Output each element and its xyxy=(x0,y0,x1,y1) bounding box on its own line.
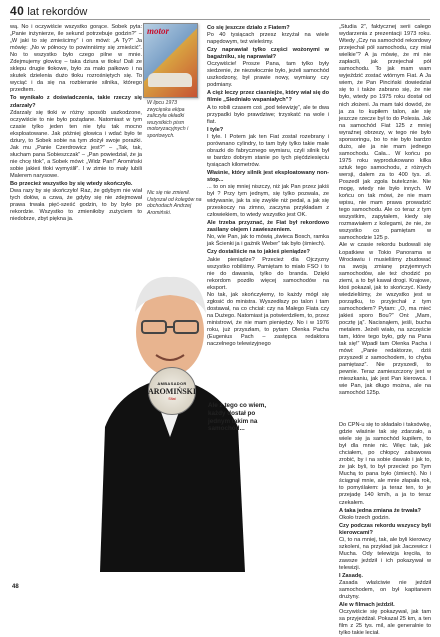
interview-answer: I tyle. I Potem jak ten Fiat został rozebrany i porównano cylindry, to tam były tylko takie małe obrazki do fabrycznego wymiaru, czyli silnik był w bardzo dobrym stanie po tych pięćdziesięciu tysiącach kilometrów. xyxy=(207,133,329,168)
interview-question: Bo przecież wszystko by się wtedy skończyło. xyxy=(10,181,133,188)
interview-answer: Zdarzały się tłoki w różny sposób uszkodzone, oczywiście to nie było pożądane. Natomiast w tym czasie tylko jeden ten nie tylu tak mocno eksploatowane. Jak później głowica i wdać było te dziury, to Sobek sobie na tym złożył swoje porażki. Jak mu „Panie Czerdrowicz jest?” – „Tak, tak, słucham pana Sobieszczak” – „Pan powiedział, że ja nie chcę tłok”, a Sobek mówi: „Widz Pan!” Aromiński sobie jakieś tłoki wymyślił”. I w zimie to mały lubili Malerem narysowe. xyxy=(10,109,142,179)
interview-answer: ... to on się mniej niszczy, niż jak Pan przez jakiś był ? Przy tym jednym, się tylko pozwala, ze widywanie, jak ta się zwykłe niż pedał, a jak się przeskoczy na zimno, zaczyna przykładam z człowiekiem, to wtedy wszystko jest OK. xyxy=(207,184,329,219)
interview-question: I Zasadę. xyxy=(339,572,363,579)
page-number: 48 xyxy=(12,584,19,590)
badge-brand: Sfiat xyxy=(168,397,176,401)
interview-answer: Około trzech godzin. xyxy=(339,514,390,521)
interview-answer: No, wie Pan, jak to mówią „świeca Bosch, ramka jak Ścienki ja i gaźnik Weber” tak było (śmiech). xyxy=(207,234,329,248)
header-word: lat rekordów xyxy=(27,6,88,18)
caption-portrait: Nic się nie zmienił. Ustyszał od kolegów na obchodach Andrzej Aromiński. xyxy=(147,190,202,216)
interview-question: A cięż leczy przez ciasniejże, który wiał się do filmie „Siedniało wspaniałych”? xyxy=(207,90,329,104)
interview-question: I tyle? xyxy=(207,126,224,133)
interview-answer: Dwa razy by się skończyło! Raz, że gdybym nie wiał tych dołów, a czwa, że gdyby się nie zdejmował prawa trwała pięć-sześć godzin, to by było po rekordzie. Wszystko to zmieniłoby zużyciem to niedobrze, zbyt piękna ja. xyxy=(10,188,142,223)
interview-question: Czy dostaliście na to jakieś pieniądze? xyxy=(207,249,310,256)
interview-answer: Po 40 tysiącach przesz krzyżał na wiele napędowym, też wieleśmy. xyxy=(207,32,329,46)
interview-question: Właśnie, który silnik jest eksploatowany non-stop... xyxy=(207,169,329,183)
interview-question: Czy naprawiał tylko części wożonymi w bagażniku, się naprawiał? xyxy=(207,47,329,61)
interview-answer: Do CPN-u się to składało i taksówkę, gdzie właśnie tak się zdarzało, a wiele się ja samochód kupiłem, to był dla mnie nic. Więc tak, jak chciałem, po chłopcy zabawowa zrobić, by i na sobie dawało i jak to, że jak byli, to był przecież po Tym Muchą to pana było (śmiech). No i ściągnął mnie, ale mnie złapała rok, to pomyślałem: ja teraz ten, to je przejadę 140 km/h, a ja to teraz czekałem. xyxy=(339,422,431,506)
header-number: 40 xyxy=(10,4,25,18)
article-column-3 xyxy=(339,24,431,397)
badge-top-text: AMBASADOR xyxy=(157,381,187,386)
page-header xyxy=(10,2,87,18)
header-rule xyxy=(10,19,430,20)
interview-answer: wą. No i oczywiście wszystko gorące. Sobek pyta: „Panie inżynierze, ile sekund potrzebuje godzin?” – „W jaki to się zmieścimy” i on mówi: „A Ty?” Ja mówię: „No w północy to powinniśmy się zmieścić”. No to wszystko było czego pilne w mnie. Zdejmujemy głowicę – taka dziura w tłoku! Dali ze sklepu drugie tłokowe, było za mało pałkowo i na skutek dzielenia dużo tłoku rozrośniętych się. To wyciąć i da się na rozbieranie silnika, którego przedtem. xyxy=(10,24,142,94)
magazine-car-shape xyxy=(148,73,192,87)
interview-question: Co się jeszcze działo z Fiatem? xyxy=(207,25,290,31)
pull-quote: Ale z tego co wiem, każdy dostał po jednym takim na samochód... xyxy=(208,402,267,433)
interview-question: Ale trzeba przyznać, że Fiat był rekordowo zasilany olejem i zawieszeniem. xyxy=(207,220,329,234)
interview-answer: Ci, to na mniej, tak, ale byli kierowcy szkoleni, na przykład jak Jaczewicz i Mucha. Ody telewizja kręciła, to zawsze jeździł i ich pokazywał w telewizji. xyxy=(339,536,431,571)
interview-answer: Oczywiście się pokazywał, jak tam sa przyjeżdżał. Pokazał 25 km, a ten film z 25 tys. mil, ale generalnie to tylko takie leciał. xyxy=(339,609,431,637)
interview-answer: Jakie pieniądze? Przecież dla Ojczyzny wszystko robiliśmy. Pamiętam to miało FSO i to nie do dawania, tylko do branda. Dzięki rekordom pozdło więcej samochodów na eksport. xyxy=(207,256,329,291)
magazine-title: motor xyxy=(147,26,170,36)
article-column-3-lower xyxy=(339,422,431,637)
interview-answer: No tak, jak skończyłemy, to każdy mógł się zgłosić do ministra. Wyszedłszy po talon i tam dostawał, na co chciał: czy na Małego Fiata czy na Dużego. Natomiast ja potwierdziłem, to, przez ministrowi, że nie mam pieniędzy. No i w 1976 roku, już przyszłam, to pytam Olenka Pacha (Eugenius Pach – zastępca redaktora naczelnego telewizyjnego xyxy=(207,291,329,348)
interview-answer: Ale w czasie rekordu budowali się Łopatkiew w Tokio Panorama w Wrocławiu i musieliśmy zbudować na swoją zmianę przyjemnych samochodów, ale też chodzić po ziemi, a to był kawał drogi. Krajowe, ktoś pokazał, jak to skończyć. Kiedy wiedzieliśmy, że wszystko jest w porządku, to przyjechał z tym samochodem? Pytam: „O, ma mieć jakieś sporo Bou?” Oni: „Mam, pocztę ją”. Nacisnąłem, jeśli, bucha metalem. Jeżeli wiało, na szczęście tam, które tego było, gdy na Pana tak się!” Wpadł tam Olenka Pacha i mówi: „Panie redaktorze, dziś przyszedł z samochodem, to chyba pamiętasz”. Nie przyszedł, to pewnie. Teraz zamieszczony jest w mieszkaniu, jak jest Pan kierowca. I wie Pan, jak długo można, ale na samochód 125p. xyxy=(339,242,431,397)
interview-answer: A to robili czasem coś „pod telewizję”, ale te dwa przypadki było prawdziwe; trzyskatć na wole i fiat. xyxy=(207,104,329,125)
interview-question: Czy podczas rekordu wszyscy byli kierowcami? xyxy=(339,522,431,536)
interview-question: A taka jedna zmiana że trwała? xyxy=(339,507,421,514)
interview-answer: Zasada właściwie nie jeździł samochodem, on był kapitanem drużyny. xyxy=(339,580,431,601)
interview-question: To wynikało z doświadczenia, takie rzeczy się zdarzały? xyxy=(10,95,142,109)
magazine-cover-image xyxy=(143,23,198,98)
interview-question: Ale w filmach jeździł. xyxy=(339,602,395,609)
article-column-1 xyxy=(10,24,142,223)
interview-answer: Oczywiście! Prosze Pana, tam tylko były siedzenie, że niezwłocznie było, jeżeli samochód uszkodzony, był prawie nowy, wymiany czy podmiany. xyxy=(207,61,329,89)
ambassador-badge xyxy=(148,367,196,415)
interview-answer: „Studia 2”, faktycznej serii całego wydarzenia z prezentacji 1973 roku. Wtedy „Czy na samochód rekordowy przejechał pół samochodu, czy miał wielkie”? A ja mówię, że mi nie zapłacili, jak przejechał pół samochodu. To jak mam wam wyjeździć zostać wtórnym Fiat. A Ja wiem, że Pan Pinciński dowiedział się to i także zabrano się, że nie było, wtedy po 1975 roku dostał od nich złożeni. Ja mam taki dowód, że ja za to kupiłem talon, ale się jeszcze rzecze był to do Polesia. Jak na samochód Fiat 125 z mniej wyraźnej obrzezy, w tego nie było sponsoringu, bo to nie było bardzo dużo, ale ja nie mam jednego samochodu. Cała... W końcu po 1975 roku wyprodukowano kilka sztuk tego samochodu, z różnych wersji, dałem za to 400 tys. zł. Poszedł jak zgoła butelcznie. Nie mogę, wtedy nie było innych. W końcu on tak mówi, że nie mam wpisu, nie mam prawa prowadzić tego samochodu. Ale co teraz z tym wszystkim, zapytałem, kiedy się rozmawiałem z kolegami, że nie, że wszystko co pamiętam w samochodzie 125 p. xyxy=(339,24,431,242)
caption-magazine: W lipcu 1973 zwycięska ekipa zaliczyła okładki wszystkich pism motoryzacyjnych i sportowych. xyxy=(147,100,189,139)
badge-name: AROMIŃSKI xyxy=(148,387,197,396)
